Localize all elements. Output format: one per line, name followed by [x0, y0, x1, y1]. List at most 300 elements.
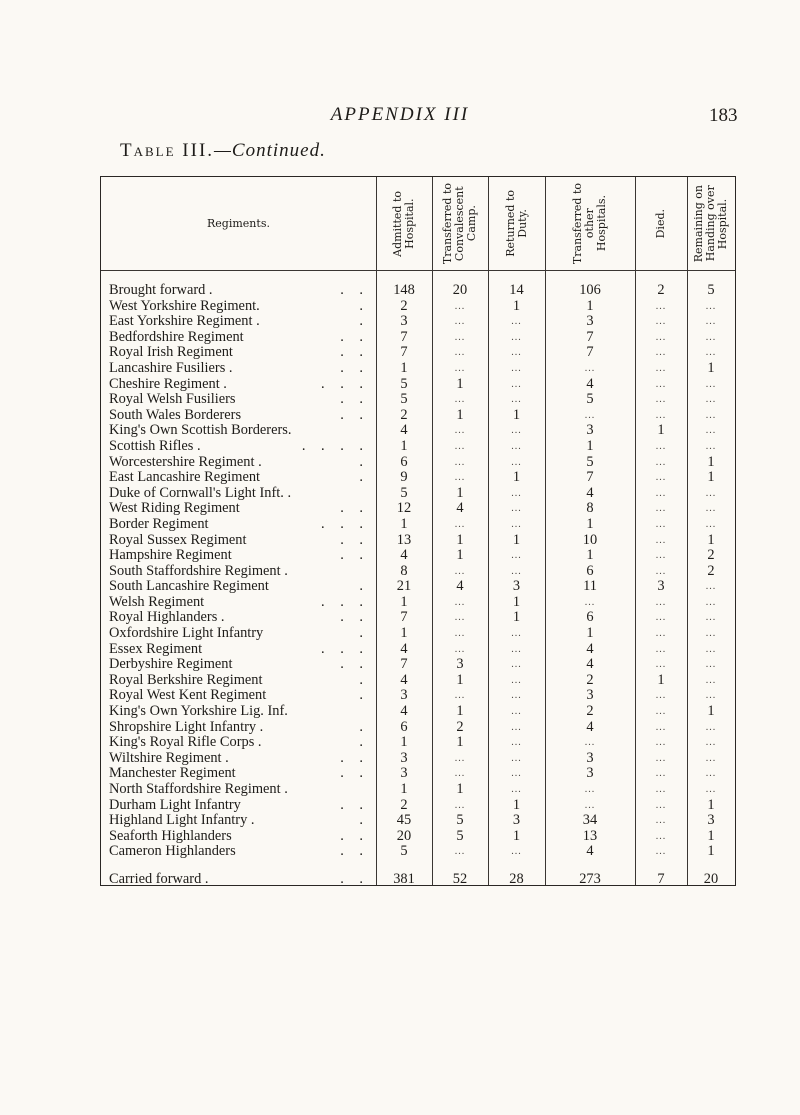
table-cell: 1: [512, 593, 521, 610]
regiments-table: [100, 176, 736, 886]
table-row: [101, 314, 735, 330]
table-cell: ...: [655, 440, 667, 452]
table-cell: 12: [396, 500, 412, 517]
table-row: [101, 564, 735, 580]
table-row: [101, 610, 735, 626]
column-header-remaining: [687, 177, 735, 270]
table-cell: 2: [657, 282, 665, 298]
table-cell: 3: [512, 578, 521, 595]
regiment-name: [109, 377, 367, 393]
table-cell: ...: [655, 846, 667, 858]
regiment-name: [109, 517, 367, 533]
table-cell: 6: [586, 609, 594, 626]
regiment-label: Hampshire Regiment: [109, 548, 232, 564]
regiment-name: [109, 299, 367, 315]
table-cell: 1: [707, 703, 715, 720]
column-header-label: Returned to Duty.: [503, 190, 529, 257]
regiment-label: Royal Berkshire Regiment: [109, 672, 263, 688]
table-row: [101, 626, 735, 642]
table-cell: ...: [454, 394, 466, 406]
table-cell: ...: [584, 799, 596, 811]
regiment-name: [109, 470, 367, 486]
table-row: [101, 735, 735, 751]
dot-leader: . .: [340, 359, 369, 376]
table-cell: ...: [511, 784, 522, 795]
table-cell: 7: [400, 328, 408, 345]
table-row: [101, 361, 735, 377]
table-row: [101, 283, 735, 299]
regiment-name: [109, 766, 367, 782]
dot-leader: . .: [340, 344, 369, 361]
table-cell: 1: [707, 796, 715, 813]
table-cell: ...: [655, 347, 667, 359]
dot-leader: . .: [340, 500, 369, 517]
regiment-name: [109, 642, 367, 658]
table-row: [101, 688, 735, 704]
table-cell: ...: [511, 518, 522, 530]
regiment-name: [109, 673, 367, 689]
table-cell: 4: [400, 422, 408, 439]
table-cell: 3: [586, 749, 594, 766]
table-cell: ...: [511, 378, 522, 390]
table-cell: ...: [511, 550, 522, 562]
table-cell: 1: [456, 781, 464, 797]
table-cell: ...: [511, 628, 522, 640]
regiment-name: [109, 657, 367, 673]
dot-leader: . .: [340, 531, 369, 548]
table-row: [101, 517, 735, 533]
regiment-label: Cameron Highlanders: [109, 844, 236, 860]
table-cell: ...: [511, 316, 522, 328]
table-cell: ...: [454, 300, 466, 312]
table-row: [101, 486, 735, 502]
table-row: [101, 595, 735, 611]
table-cell: ...: [655, 378, 667, 390]
table-cell: ...: [454, 768, 466, 780]
table-row: [101, 829, 735, 845]
table-cell: 1: [400, 437, 408, 454]
table-row: [101, 766, 735, 782]
regiment-label: Derbyshire Regiment: [109, 657, 233, 673]
table-cell: ...: [655, 503, 667, 515]
table-cell: 3: [586, 422, 594, 439]
table-cell: 1: [586, 297, 594, 314]
dot-leader: .: [359, 453, 369, 470]
table-cell: ...: [511, 659, 522, 671]
dot-leader: . .: [340, 796, 369, 813]
table-cell: ...: [705, 503, 717, 515]
table-cell: ...: [655, 331, 667, 343]
regiment-name: [109, 610, 367, 626]
table-cell: 1: [456, 703, 464, 720]
table-row: [101, 782, 735, 798]
dot-leader: . .: [340, 765, 369, 782]
regiment-label: North Staffordshire Regiment .: [109, 782, 288, 797]
table-cell: 1: [512, 796, 521, 813]
regiment-name: [109, 423, 367, 439]
regiment-label: Wiltshire Regiment .: [109, 750, 229, 766]
table-cell: 1: [400, 625, 408, 642]
table-cell: 10: [582, 531, 598, 548]
table-cell: ...: [705, 752, 717, 764]
regiment-name: [109, 720, 367, 736]
table-cell: 1: [707, 453, 715, 470]
dot-leader: . .: [340, 843, 369, 860]
table-cell: 7: [400, 656, 408, 673]
table-cell: 1: [400, 781, 408, 797]
table-subtitle: —Continued.: [214, 140, 326, 161]
dot-leader: .: [359, 625, 369, 642]
table-cell: ...: [655, 815, 667, 827]
table-cell: ...: [655, 487, 667, 499]
table-row: [101, 657, 735, 673]
table-row: [101, 579, 735, 595]
table-cell: 3: [586, 687, 594, 704]
table-cell: ...: [655, 472, 667, 484]
column-header-admitted: [376, 177, 432, 270]
table-cell: 1: [456, 547, 464, 564]
table-cell: ...: [655, 659, 667, 671]
table-cell: ...: [655, 550, 667, 562]
table-cell: ...: [705, 409, 717, 421]
regiment-label: South Wales Borderers: [109, 407, 242, 423]
regiment-name: [109, 330, 367, 346]
table-cell: 4: [586, 656, 594, 673]
table-row: [101, 345, 735, 361]
table-cell: 4: [456, 578, 464, 595]
table-cell: ...: [655, 565, 667, 577]
regiment-label: Bedfordshire Regiment: [109, 329, 244, 345]
regiment-label: King's Own Scottish Borderers.: [109, 423, 292, 439]
regiment-label: Scottish Rifles .: [109, 438, 201, 454]
table-cell: ...: [584, 362, 596, 374]
regiment-name: [109, 455, 367, 471]
table-cell: 148: [393, 282, 415, 298]
table-cell: 5: [456, 827, 464, 844]
table-cell: ...: [655, 534, 667, 546]
table-cell: 3: [586, 313, 594, 330]
regiment-name: [109, 688, 367, 704]
column-header-regiments: [101, 177, 376, 270]
table-cell: 1: [456, 734, 464, 751]
table-cell: 9: [400, 469, 408, 486]
table-cell: ...: [584, 737, 596, 749]
table-row: [101, 408, 735, 424]
table-cell: ...: [511, 706, 522, 718]
table-cell: 1: [456, 375, 464, 392]
table-cell: ...: [511, 737, 522, 749]
table-cell: 4: [456, 500, 464, 517]
dot-leader: . .: [340, 656, 369, 673]
table-cell: 1: [512, 406, 521, 423]
table-cell: ...: [511, 456, 522, 468]
table-cell: 4: [400, 703, 408, 720]
dot-leader: . . .: [321, 375, 369, 392]
regiment-name: [109, 872, 367, 888]
table-cell: 7: [657, 870, 665, 887]
table-cell: 3: [512, 812, 521, 829]
table-cell: 7: [400, 344, 408, 361]
table-row: [101, 330, 735, 346]
table-cell: 3: [586, 765, 594, 782]
table-row: [101, 423, 735, 439]
dot-leader: . .: [340, 609, 369, 626]
table-row: [101, 798, 735, 814]
table-cell: 1: [586, 515, 594, 532]
regiment-label: Duke of Cornwall's Light Inft. .: [109, 485, 292, 501]
table-cell: 2: [400, 406, 408, 423]
table-cell: ...: [511, 674, 522, 686]
regiment-name: [109, 361, 367, 377]
regiment-name: [109, 548, 367, 564]
table-cell: ...: [511, 362, 522, 374]
table-cell: 7: [400, 609, 408, 626]
dot-leader: .: [359, 469, 369, 486]
table-cell: ...: [584, 596, 596, 608]
table-cell: ...: [655, 316, 667, 328]
table-cell: ...: [454, 362, 466, 374]
table-cell: 7: [586, 344, 594, 361]
table-cell: 1: [707, 827, 715, 844]
table-cell: ...: [454, 690, 466, 702]
regiment-label: Shropshire Light Infantry .: [109, 719, 264, 735]
dot-leader: . .: [340, 406, 369, 423]
table-cell: ...: [655, 394, 667, 406]
table-cell: 5: [400, 843, 408, 860]
table-cell: 5: [707, 282, 715, 298]
table-cell: 1: [456, 406, 464, 423]
table-cell: 5: [586, 391, 594, 408]
table-cell: 3: [400, 749, 408, 766]
regiment-name: [109, 626, 367, 642]
table-cell: 1: [657, 422, 665, 439]
table-cell: 2: [707, 547, 715, 564]
table-cell: ...: [705, 768, 717, 780]
regiment-label: Royal Highlanders .: [109, 610, 225, 626]
regiment-label: Carried forward .: [109, 871, 209, 887]
table-cell: 1: [512, 609, 521, 626]
table-cell: ...: [454, 596, 466, 608]
regiment-name: [109, 595, 367, 611]
table-cell: 20: [396, 827, 412, 844]
table-cell: ...: [705, 425, 717, 437]
regiment-name: [109, 735, 367, 751]
regiment-label: Durham Light Infantry: [109, 797, 241, 813]
table-cell: 21: [396, 578, 412, 595]
table-cell: ...: [454, 628, 466, 640]
regiment-label: Oxfordshire Light Infantry: [109, 626, 264, 642]
table-total-row: [101, 872, 735, 888]
table-cell: 2: [456, 718, 464, 735]
regiment-name: [109, 564, 367, 580]
column-header-label: Remaining on Handing over Hospital.: [692, 184, 729, 263]
dot-leader: . .: [340, 282, 369, 298]
table-cell: ...: [705, 628, 717, 640]
regiment-label: Royal Irish Regiment: [109, 345, 233, 361]
regiment-name: [109, 486, 367, 502]
regiment-name: [109, 408, 367, 424]
table-cell: ...: [655, 628, 667, 640]
regiment-name: [109, 314, 367, 330]
header-divider: [101, 270, 735, 271]
dot-leader: . .: [340, 749, 369, 766]
table-cell: ...: [655, 596, 667, 608]
column-header-label: Transferred to Convalescent Camp.: [441, 182, 478, 265]
table-cell: 3: [400, 313, 408, 330]
table-cell: 1: [707, 359, 715, 376]
table-cell: 1: [456, 671, 464, 688]
regiment-label: King's Royal Rifle Corps .: [109, 735, 262, 751]
regiment-label: Welsh Regiment: [109, 594, 205, 610]
table-row: [101, 673, 735, 689]
regiment-label: South Lancashire Regiment: [109, 579, 269, 595]
table-cell: ...: [705, 487, 717, 499]
regiment-label: Lancashire Fusiliers .: [109, 360, 233, 376]
column-header-label: Admitted to Hospital.: [391, 190, 416, 257]
column-header-returned: [488, 177, 545, 270]
table-cell: ...: [705, 394, 717, 406]
dot-leader: .: [359, 687, 369, 704]
regiment-label: South Staffordshire Regiment .: [109, 563, 288, 579]
regiment-name: [109, 501, 367, 517]
table-cell: 5: [586, 453, 594, 470]
running-head: APPENDIX III: [330, 104, 470, 125]
table-cell: ...: [454, 347, 466, 359]
dot-leader: .: [359, 734, 369, 751]
table-cell: 2: [586, 703, 594, 720]
table-cell: 7: [586, 469, 594, 486]
regiment-name: [109, 392, 367, 408]
table-cell: 5: [456, 812, 464, 829]
table-cell: ...: [655, 362, 667, 374]
dot-leader: .: [359, 297, 369, 314]
table-row: [101, 548, 735, 564]
table-cell: ...: [655, 409, 667, 421]
dot-leader: . .: [340, 547, 369, 564]
table-cell: 5: [400, 484, 408, 501]
table-cell: ...: [584, 409, 596, 421]
dot-leader: .: [359, 718, 369, 735]
table-cell: ...: [511, 331, 522, 343]
table-cell: ...: [705, 581, 717, 593]
table-cell: ...: [511, 721, 522, 733]
table-cell: ...: [655, 784, 667, 795]
table-cell: ...: [705, 721, 717, 733]
table-cell: 3: [456, 656, 464, 673]
table-cell: ...: [511, 425, 522, 437]
table-cell: 1: [586, 625, 594, 642]
table-cell: ...: [511, 565, 522, 577]
table-cell: 4: [400, 640, 408, 657]
table-row: [101, 704, 735, 720]
table-cell: 3: [400, 765, 408, 782]
regiment-name: [109, 439, 367, 455]
regiment-label: Border Regiment: [109, 516, 209, 532]
table-cell: 1: [707, 469, 715, 486]
table-row: [101, 751, 735, 767]
table-cell: 2: [707, 562, 715, 579]
regiment-label: Seaforth Highlanders: [109, 828, 232, 844]
table-label: Table III.: [120, 140, 215, 161]
table-cell: ...: [705, 440, 717, 452]
table-cell: 20: [703, 870, 719, 887]
table-row: [101, 377, 735, 393]
table-cell: ...: [705, 518, 717, 530]
table-row: [101, 392, 735, 408]
table-cell: ...: [655, 737, 667, 749]
regiment-name: [109, 751, 367, 767]
dot-leader: . . .: [321, 640, 369, 657]
table-cell: ...: [705, 300, 717, 312]
column-header-label: Regiments.: [207, 216, 270, 230]
table-cell: ...: [705, 331, 717, 343]
table-row: [101, 470, 735, 486]
regiment-label: Cheshire Regiment .: [109, 376, 227, 392]
table-cell: ...: [705, 316, 717, 328]
table-cell: ...: [655, 456, 667, 468]
table-cell: ...: [454, 472, 466, 484]
regiment-label: Highland Light Infantry .: [109, 813, 255, 829]
page-number: 183: [709, 105, 738, 126]
table-cell: 1: [586, 437, 594, 454]
dot-leader: . .: [340, 870, 369, 887]
dot-leader: . .: [340, 391, 369, 408]
table-cell: 4: [586, 718, 594, 735]
table-cell: ...: [705, 643, 717, 655]
table-row: [101, 439, 735, 455]
table-cell: 1: [512, 469, 521, 486]
regiment-label: Royal West Kent Regiment: [109, 688, 267, 704]
table-body: [101, 283, 735, 888]
table-cell: ...: [511, 690, 522, 702]
regiment-name: [109, 782, 367, 798]
table-cell: ...: [454, 331, 466, 343]
table-cell: 1: [586, 547, 594, 564]
table-row: [101, 455, 735, 471]
table-cell: ...: [655, 612, 667, 624]
table-cell: ...: [655, 721, 667, 733]
table-row: [101, 533, 735, 549]
table-cell: 381: [393, 870, 415, 887]
column-header-label: Transferred to other Hospitals.: [571, 182, 608, 265]
table-cell: 3: [657, 578, 665, 595]
table-cell: 8: [400, 562, 408, 579]
regiment-name: [109, 283, 367, 299]
column-header-convalescent: [432, 177, 488, 270]
dot-leader: . .: [340, 328, 369, 345]
table-cell: 4: [400, 671, 408, 688]
table-cell: 3: [707, 812, 715, 829]
table-cell: ...: [705, 784, 717, 795]
table-cell: ...: [705, 378, 717, 390]
table-cell: ...: [511, 643, 522, 655]
table-cell: ...: [705, 596, 717, 608]
table-row: [101, 720, 735, 736]
table-cell: 11: [583, 578, 597, 595]
table-cell: ...: [511, 768, 522, 780]
table-cell: ...: [655, 518, 667, 530]
table-cell: 4: [586, 375, 594, 392]
table-cell: ...: [511, 846, 522, 858]
regiment-name: [109, 704, 367, 720]
table-cell: 4: [586, 640, 594, 657]
table-title: [120, 140, 326, 162]
table-cell: 1: [707, 531, 715, 548]
table-cell: 3: [400, 687, 408, 704]
table-cell: ...: [584, 784, 596, 795]
table-cell: 34: [582, 812, 598, 829]
dot-leader: .: [359, 578, 369, 595]
